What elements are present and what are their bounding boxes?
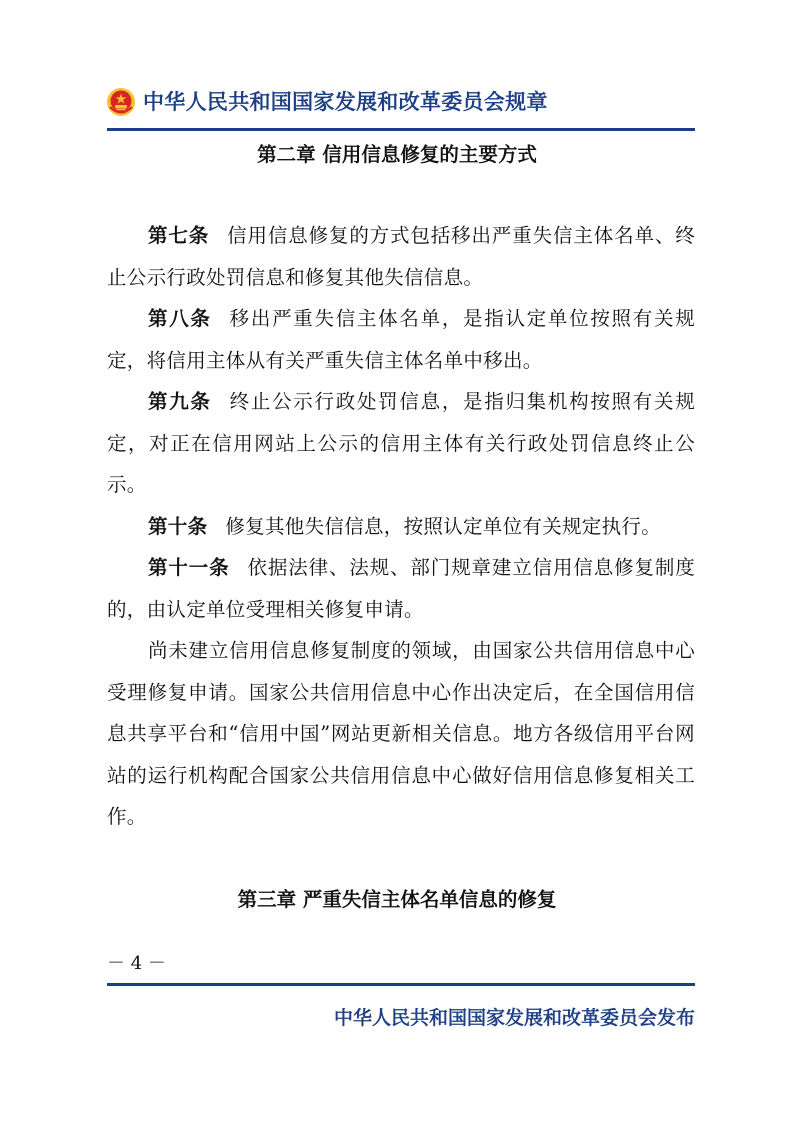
article-9 [107,381,695,506]
article-text: 信用信息修复的方式包括移出严重失信主体名单、终止公示行政处罚信息和修复其他失信信息。 [107,224,695,289]
footer-divider [107,983,695,986]
article-text: 依据法律、法规、部门规章建立信用信息修复制度的，由认定单位受理相关修复申请。 [107,556,696,621]
chapter-2-heading: 第二章 信用信息修复的主要方式 [257,143,537,166]
article-label: 第十一条 [148,556,230,579]
paragraph-text: 尚未建立信用信息修复制度的领域，由国家公共信用信息中心受理修复申请。国家公共信用信息中心作出决定后，在全国信用信息共享平台和“信用中国”网站更新相关信息。地方各级信用平台网站的运行机构配合国家公共信用信息中心做好信用信息修复相关工作。 [107,639,695,828]
article-11-paragraph-2 [107,630,695,838]
article-text: 终止公示行政处罚信息，是指归集机构按照有关规定，对正在信用网站上公示的信用主体有关行政处罚信息终止公示。 [107,390,695,496]
header-divider [107,128,695,131]
article-text: 移出严重失信主体名单，是指认定单位按照有关规定，将信用主体从有关严重失信主体名单中移出。 [107,307,695,372]
chapter-3-heading: 第三章 严重失信主体名单信息的修复 [237,888,557,911]
header-title: 中华人民共和国国家发展和改革委员会规章 [143,90,548,114]
article-label: 第八条 [148,307,212,330]
article-label: 第七条 [148,224,210,247]
article-7 [107,215,695,298]
national-emblem-icon [106,87,136,117]
document-body [107,215,695,838]
article-text: 修复其他失信信息，按照认定单位有关规定执行。 [225,514,662,538]
article-11 [107,547,695,630]
article-label: 第九条 [148,390,212,413]
footer-publisher: 中华人民共和国国家发展和改革委员会发布 [333,1007,695,1029]
article-8 [107,298,695,381]
page-number: － 4 － [107,953,166,974]
article-10 [107,506,695,548]
article-label: 第十条 [148,514,208,538]
